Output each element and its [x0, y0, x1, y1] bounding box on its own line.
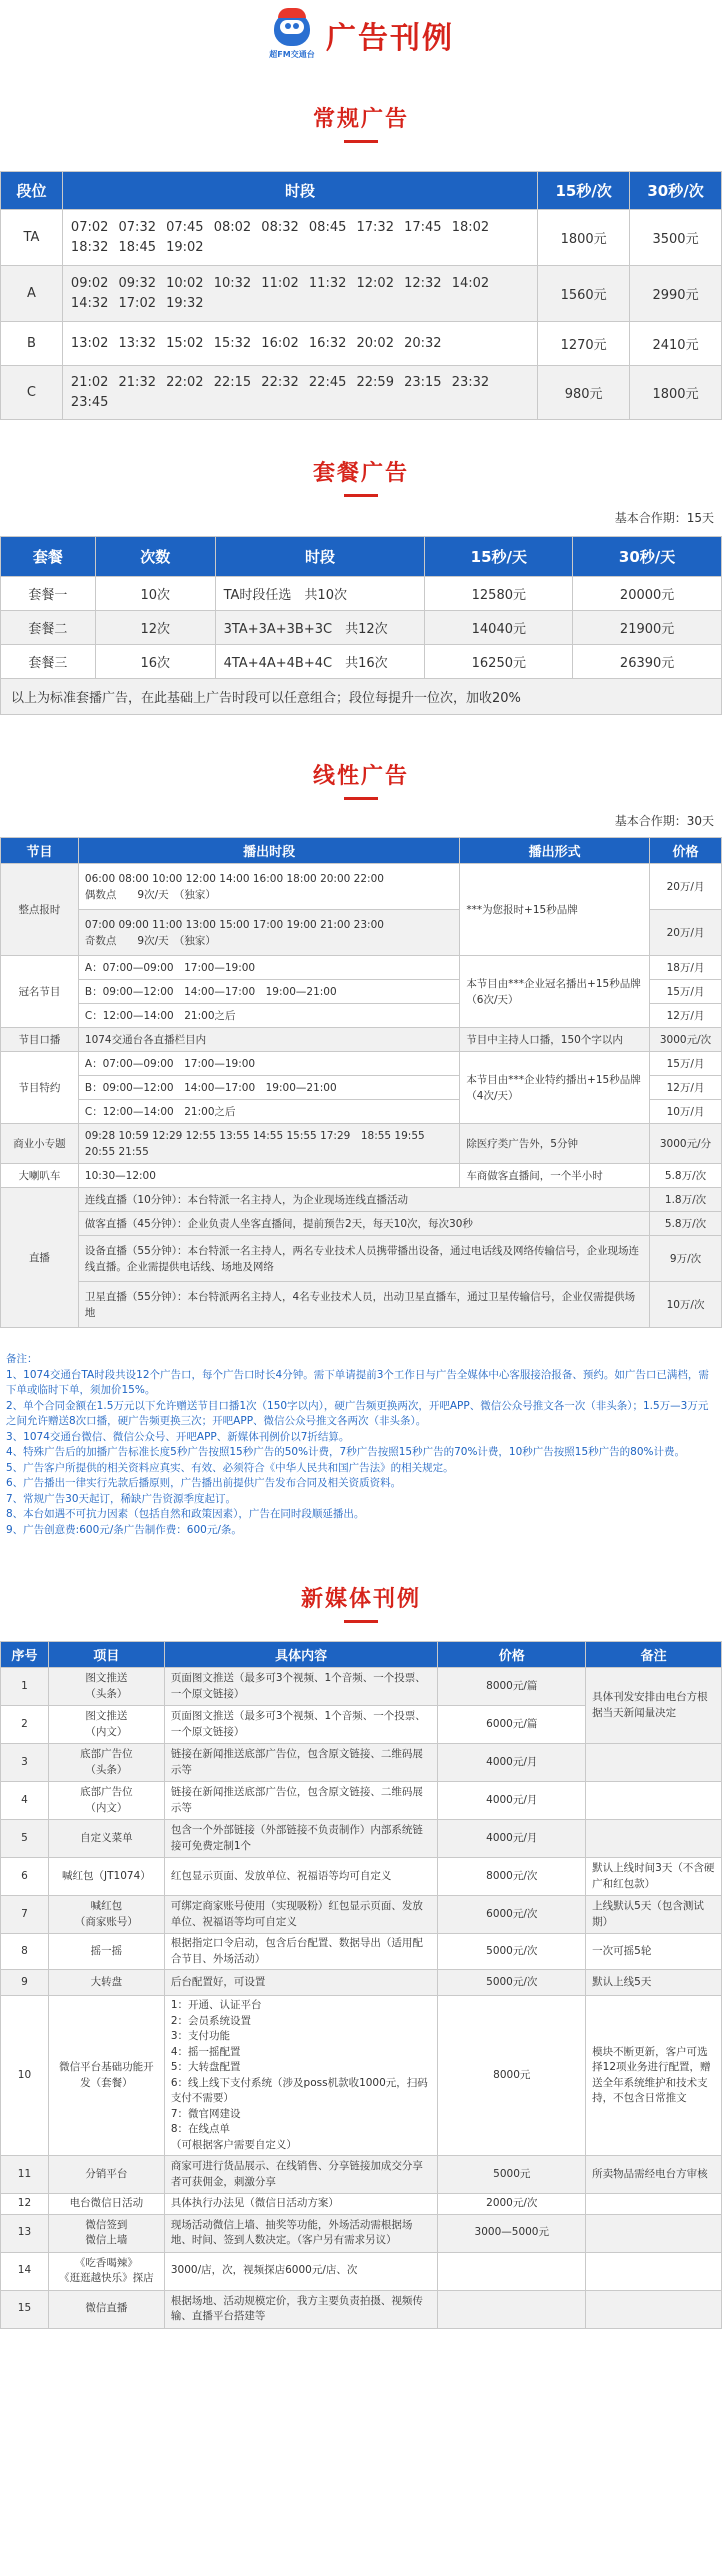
- header-cell: 播出形式: [460, 838, 650, 864]
- price-cell: 18万/月: [650, 956, 722, 980]
- form-cell: 本节目由***企业冠名播出+15秒品牌（6次/天）: [460, 956, 650, 1028]
- row-number: 6: [1, 1858, 49, 1896]
- section-title-media: [0, 1582, 722, 1623]
- segment-cell: B: [1, 322, 63, 366]
- cooperation-period: 基本合作期：15天: [614, 511, 714, 525]
- header-cell: 项目: [48, 1642, 164, 1668]
- table-row: [1, 864, 722, 910]
- price-cell: 9万/次: [650, 1236, 722, 1282]
- segment-cell: A: [1, 266, 63, 322]
- table-row: [1, 2214, 722, 2252]
- slot-cell: B：09:00—12:00 14:00—17:00 19:00—21:00: [78, 1076, 459, 1100]
- table-row: [1, 1188, 722, 1212]
- header-cell: 播出时段: [78, 838, 459, 864]
- form-cell: 节目中主持人口播，150个字以内: [460, 1028, 650, 1052]
- row-number: 13: [1, 2214, 49, 2252]
- table-header-row: [1, 1642, 722, 1668]
- price-cell: 8000元: [438, 1996, 586, 2156]
- slot-line: 07:00 09:00 11:00 13:00 15:00 17:00 19:00 21:00 23:00: [84, 918, 384, 931]
- price-cell: 5000元/次: [438, 1934, 586, 1970]
- table-row: [1, 210, 722, 266]
- notes-block: [0, 1348, 722, 1542]
- note-item: 2、单个合同金额在1.5万元以下允许赠送节目口播1次（150字以内），硬广告频更换两次，开吧APP、微信公众号推文各一次（非头条）；1.5万—3万元之间允许赠送8次口播，硬广告频更换三次；开吧APP、微信公众号推文各两次（非头条）。: [6, 1399, 709, 1427]
- note-cell: 模块不断更新，客户可选择12项业务进行配置，赠送全年系统维护和技术支持，不包含日常推文: [586, 1996, 722, 2156]
- note-cell: 具体刊发安排由电台方根据当天新闻量决定: [586, 1668, 722, 1744]
- logo-text: 超FM交通台: [269, 50, 315, 59]
- section-title-text: 新媒体刊例: [300, 1587, 421, 1612]
- table-row: [1, 1970, 722, 1996]
- row-number: 11: [1, 2156, 49, 2194]
- package-slot: TA时段任选 共10次: [215, 577, 425, 611]
- price-cell: 2000元/次: [438, 2194, 586, 2215]
- package-name: 套餐二: [1, 611, 96, 645]
- price-cell: 8000元/次: [438, 1858, 586, 1896]
- table-row: [1, 1668, 722, 1706]
- slots-cell: 13:02 13:32 15:02 15:32 16:02 16:32 20:02 20:32: [62, 322, 537, 366]
- content-cell: 链接在新闻推送底部广告位，包含原文链接、二维码展示等: [164, 1744, 438, 1782]
- content-cell: 1：开通、认证平台 2：会员系统设置 3：支付功能 4：摇一摇配置 5：大转盘配置 6：线上线下支付系统（涉及poss机款收1000元，扫码支付不需要） 7：微官网建设 8：在线点单 （可根据客户需要自定义）: [164, 1996, 438, 2156]
- content-cell: 根据场地、活动规模定价，我方主要负责拍摄、视频传输、直播平台搭建等: [164, 2290, 438, 2328]
- table-row: [1, 1744, 722, 1782]
- item-name: 图文推送 （头条）: [48, 1668, 164, 1706]
- table-header-row: [1, 838, 722, 864]
- note-cell: 默认上线时间3天（不含硬广和红包款）: [586, 1858, 722, 1896]
- item-name: 微信签到 微信上墙: [48, 2214, 164, 2252]
- package-count: 16次: [95, 645, 215, 679]
- table-row: [1, 645, 722, 679]
- table-header-row: [1, 537, 722, 577]
- header-cell: 时段: [62, 172, 537, 210]
- note-item: 4、特殊广告后的加播广告标准长度5秒广告按照15秒广告的50%计费，7秒广告按照15秒广告的70%计费，10秒广告按照15秒广告的80%计费。: [6, 1446, 685, 1458]
- table-row: [1, 322, 722, 366]
- linear-ads-table: [0, 837, 722, 1328]
- slot-cell: 1074交通台各直播栏目内: [78, 1028, 459, 1052]
- header-cell: 价格: [438, 1642, 586, 1668]
- price-cell: 12580元: [425, 577, 573, 611]
- price-cell: 15万/月: [650, 1052, 722, 1076]
- table-row: [1, 956, 722, 980]
- price-cell: 3000元/分: [650, 1124, 722, 1164]
- price-cell: 5.8万/次: [650, 1212, 722, 1236]
- price-cell: 20万/月: [650, 864, 722, 910]
- content-cell: 红包显示页面、发放单位、祝福语等均可自定义: [164, 1858, 438, 1896]
- price-cell: 4000元/月: [438, 1820, 586, 1858]
- form-cell: 车商做客直播间，一个半小时: [460, 1164, 650, 1188]
- price-cell: 21900元: [573, 611, 722, 645]
- note-cell: 默认上线5天: [586, 1970, 722, 1996]
- item-name: 喊红包（JT1074）: [48, 1858, 164, 1896]
- table-note-row: [1, 679, 722, 715]
- content-cell: 页面图文推送（最多可3个视频、1个音频、一个投票、一个原文链接）: [164, 1668, 438, 1706]
- package-slot: 3TA+3A+3B+3C 共12次: [215, 611, 425, 645]
- slot-cell: B：09:00—12:00 14:00—17:00 19:00—21:00: [78, 980, 459, 1004]
- slots-cell: 07:02 07:32 07:45 08:02 08:32 08:45 17:32 17:45 18:02 18:32 18:45 19:02: [62, 210, 537, 266]
- program-name: 直播: [1, 1188, 79, 1328]
- table-row: [1, 1282, 722, 1328]
- price-cell: 1270元: [538, 322, 630, 366]
- price-cell: 3000元/次: [650, 1028, 722, 1052]
- price-cell: 20万/月: [650, 910, 722, 956]
- note-cell: [586, 2252, 722, 2290]
- section-title-text: 常规广告: [312, 107, 409, 132]
- content-cell: 链接在新闻推送底部广告位，包含原文链接、二维码展示等: [164, 1782, 438, 1820]
- item-name: 微信直播: [48, 2290, 164, 2328]
- item-name: 自定义菜单: [48, 1820, 164, 1858]
- table-row: [1, 1052, 722, 1076]
- table-row: [1, 611, 722, 645]
- section-title-package: [0, 456, 722, 497]
- price-cell: 12万/月: [650, 1004, 722, 1028]
- section-title-linear: [0, 759, 722, 800]
- content-cell: 3000/店，次，视频探店6000元/店、次: [164, 2252, 438, 2290]
- table-row: [1, 1782, 722, 1820]
- price-cell: 5.8万/次: [650, 1164, 722, 1188]
- header-cell: 30秒/天: [573, 537, 722, 577]
- table-row: [1, 1236, 722, 1282]
- slot-cell: 09:28 10:59 12:29 12:55 13:55 14:55 15:55 17:29 18:55 19:55 20:55 21:55: [78, 1124, 459, 1164]
- price-cell: 3500元: [630, 210, 722, 266]
- form-cell: ***为您报时+15秒品牌: [460, 864, 650, 956]
- section-title-text: 线性广告: [312, 764, 409, 789]
- cooperation-period: 基本合作期：30天: [614, 814, 714, 828]
- table-row: [1, 1164, 722, 1188]
- note-cell: [586, 1782, 722, 1820]
- new-media-table: [0, 1641, 722, 2329]
- item-name: 微信平台基础功能开发（套餐）: [48, 1996, 164, 2156]
- slots-cell: 09:02 09:32 10:02 10:32 11:02 11:32 12:02 12:32 14:02 14:32 17:02 19:32: [62, 266, 537, 322]
- price-cell: 1560元: [538, 266, 630, 322]
- item-name: 分销平台: [48, 2156, 164, 2194]
- row-number: 12: [1, 2194, 49, 2215]
- form-cell: 除医疗类广告外，5分钟: [460, 1124, 650, 1164]
- content-cell: 商家可进行货品展示、在线销售、分享链接加成交分享者可获佣金，刺激分享: [164, 2156, 438, 2194]
- content-cell: 可绑定商家账号使用（实现吸粉）红包显示页面、发放单位、祝福语等均可自定义: [164, 1896, 438, 1934]
- live-desc: 连线直播（10分钟）：本台特派一名主持人，为企业现场连线直播活动: [78, 1188, 649, 1212]
- price-cell: 1.8万/次: [650, 1188, 722, 1212]
- item-name: 图文推送 （内文）: [48, 1706, 164, 1744]
- table-row: [1, 577, 722, 611]
- slot-cell: [78, 910, 459, 956]
- table-row: [1, 1934, 722, 1970]
- header-cell: 15秒/次: [538, 172, 630, 210]
- price-cell: 1800元: [538, 210, 630, 266]
- header-cell: 具体内容: [164, 1642, 438, 1668]
- header-cell: 30秒/次: [630, 172, 722, 210]
- note-item: 9、广告创意费:600元/条广告制作费：600元/条。: [6, 1523, 242, 1536]
- note-cell: 上线默认5天（包含测试期）: [586, 1896, 722, 1934]
- table-header-row: [1, 172, 722, 210]
- page-header: [0, 0, 722, 62]
- program-name: 整点报时: [1, 864, 79, 956]
- table-row: [1, 1896, 722, 1934]
- price-cell: 4000元/月: [438, 1744, 586, 1782]
- package-count: 12次: [95, 611, 215, 645]
- price-cell: 20000元: [573, 577, 722, 611]
- item-name: 底部广告位 （头条）: [48, 1744, 164, 1782]
- note-cell: [586, 1744, 722, 1782]
- slot-cell: A：07:00—09:00 17:00—19:00: [78, 956, 459, 980]
- content-cell: 根据指定口令启动，包含后台配置、数据导出（适用配合节目、外场活动）: [164, 1934, 438, 1970]
- price-cell: 10万/次: [650, 1282, 722, 1328]
- price-cell: 5000元/次: [438, 1970, 586, 1996]
- item-name: 大转盘: [48, 1970, 164, 1996]
- package-slot: 4TA+4A+4B+4C 共16次: [215, 645, 425, 679]
- header-cell: 段位: [1, 172, 63, 210]
- content-cell: 现场活动微信上墙、抽奖等功能，外场活动需根据场地、时间、签到人数决定。（客户另有需求另议）: [164, 2214, 438, 2252]
- price-cell: 16250元: [425, 645, 573, 679]
- price-cell: 3000—5000元: [438, 2214, 586, 2252]
- note-item: 7、常规广告30天起订，稀缺广告资源季度起订。: [6, 1492, 237, 1505]
- note-cell: 一次可摇5轮: [586, 1934, 722, 1970]
- header-cell: 15秒/天: [425, 537, 573, 577]
- row-number: 7: [1, 1896, 49, 1934]
- section-title-regular: [0, 102, 722, 143]
- price-cell: 6000元/篇: [438, 1706, 586, 1744]
- slot-line: 奇数点 9次/天 （独家）: [84, 934, 216, 947]
- table-row: [1, 1124, 722, 1164]
- package-note: 以上为标准套播广告，在此基础上广告时段可以任意组合；段位每提升一位次，加收20%: [1, 679, 722, 715]
- price-cell: 4000元/月: [438, 1782, 586, 1820]
- table-row: [1, 2252, 722, 2290]
- slot-cell: C：12:00—14:00 21:00之后: [78, 1004, 459, 1028]
- content-cell: 包含一个外部链接（外部链接不负责制作）内部系统链接可免费定制1个: [164, 1820, 438, 1858]
- package-name: 套餐一: [1, 577, 96, 611]
- header-cell: 节目: [1, 838, 79, 864]
- row-number: 8: [1, 1934, 49, 1970]
- price-cell: 1800元: [630, 366, 722, 420]
- content-cell: 后台配置好，可设置: [164, 1970, 438, 1996]
- row-number: 3: [1, 1744, 49, 1782]
- slot-line: 偶数点 9次/天 （独家）: [84, 888, 216, 901]
- row-number: 15: [1, 2290, 49, 2328]
- price-cell: 2410元: [630, 322, 722, 366]
- row-number: 2: [1, 1706, 49, 1744]
- header-cell: 备注: [586, 1642, 722, 1668]
- note-item: 5、广告客户所提供的相关资料应真实、有效、必须符合《中华人民共和国广告法》的相关规定。: [6, 1461, 454, 1474]
- slots-cell: 21:02 21:32 22:02 22:15 22:32 22:45 22:59 23:15 23:32 23:45: [62, 366, 537, 420]
- price-cell: 980元: [538, 366, 630, 420]
- package-ads-table: [0, 536, 722, 715]
- slot-cell: 10:30—12:00: [78, 1164, 459, 1188]
- note-item: 3、1074交通台微信、微信公众号、开吧APP、新媒体刊例价以7折结算。: [6, 1430, 350, 1443]
- item-name: 摇一摇: [48, 1934, 164, 1970]
- note-cell: [586, 2290, 722, 2328]
- notes-title: 备注：: [6, 1353, 38, 1365]
- station-logo: [268, 10, 316, 60]
- row-number: 4: [1, 1782, 49, 1820]
- item-name: 喊红包 （商家账号）: [48, 1896, 164, 1934]
- table-row: [1, 1028, 722, 1052]
- table-row: [1, 1996, 722, 2156]
- price-cell: [438, 2290, 586, 2328]
- header-cell: 时段: [215, 537, 425, 577]
- price-cell: 10万/月: [650, 1100, 722, 1124]
- note-cell: [586, 2214, 722, 2252]
- note-item: 8、本台如遇不可抗力因素（包括自然和政策因素），广告在同时段顺延播出。: [6, 1508, 365, 1520]
- page-title: 广告刊例: [326, 21, 454, 56]
- content-cell: 页面图文推送（最多可3个视频、1个音频、一个投票、一个原文链接）: [164, 1706, 438, 1744]
- section-title-text: 套餐广告: [312, 461, 409, 486]
- note-cell: 所卖物品需经电台方审核: [586, 2156, 722, 2194]
- program-name: 冠名节目: [1, 956, 79, 1028]
- row-number: 14: [1, 2252, 49, 2290]
- table-row: [1, 2194, 722, 2215]
- slot-cell: A：07:00—09:00 17:00—19:00: [78, 1052, 459, 1076]
- row-number: 10: [1, 1996, 49, 2156]
- table-row: [1, 266, 722, 322]
- header-cell: 次数: [95, 537, 215, 577]
- content-cell: 具体执行办法见（微信日活动方案）: [164, 2194, 438, 2215]
- program-name: 节目口播: [1, 1028, 79, 1052]
- note-cell: [586, 2194, 722, 2215]
- price-cell: 26390元: [573, 645, 722, 679]
- slot-line: 06:00 08:00 10:00 12:00 14:00 16:00 18:00 20:00 22:00: [84, 872, 384, 885]
- program-name: 节目特约: [1, 1052, 79, 1124]
- item-name: 电台微信日活动: [48, 2194, 164, 2215]
- row-number: 5: [1, 1820, 49, 1858]
- package-count: 10次: [95, 577, 215, 611]
- table-row: [1, 1820, 722, 1858]
- header-cell: 价格: [650, 838, 722, 864]
- table-row: [1, 1858, 722, 1896]
- row-number: 9: [1, 1970, 49, 1996]
- regular-ads-table: [0, 171, 722, 420]
- program-name: 大喇叭车: [1, 1164, 79, 1188]
- price-cell: 14040元: [425, 611, 573, 645]
- live-desc: 卫星直播（55分钟）：本台特派两名主持人，4名专业技术人员，出动卫星直播车，通过卫星传输信号，企业仅需提供场地: [78, 1282, 649, 1328]
- item-name: 底部广告位 （内文）: [48, 1782, 164, 1820]
- note-item: 6、广告播出一律实行先款后播原则，广告播出前提供广告发布合同及相关资质资料。: [6, 1477, 402, 1489]
- live-desc: 做客直播（45分钟）：企业负责人坐客直播间，提前预告2天，每天10次，每次30秒: [78, 1212, 649, 1236]
- table-row: [1, 366, 722, 420]
- package-name: 套餐三: [1, 645, 96, 679]
- program-name: 商业小专题: [1, 1124, 79, 1164]
- note-cell: [586, 1820, 722, 1858]
- segment-cell: TA: [1, 210, 63, 266]
- live-desc: 设备直播（55分钟）：本台特派一名主持人，两名专业技术人员携带播出设备，通过电话线及网络传输信号，企业现场连线直播。企业需提供电话线、场地及网络: [78, 1236, 649, 1282]
- price-cell: 12万/月: [650, 1076, 722, 1100]
- price-cell: [438, 2252, 586, 2290]
- slot-cell: C：12:00—14:00 21:00之后: [78, 1100, 459, 1124]
- table-row: [1, 2156, 722, 2194]
- price-cell: 6000元/次: [438, 1896, 586, 1934]
- price-cell: 5000元: [438, 2156, 586, 2194]
- price-cell: 8000元/篇: [438, 1668, 586, 1706]
- price-cell: 2990元: [630, 266, 722, 322]
- price-cell: 15万/月: [650, 980, 722, 1004]
- slot-cell: [78, 864, 459, 910]
- form-cell: 本节目由***企业特约播出+15秒品牌（4次/天）: [460, 1052, 650, 1124]
- note-item: 1、1074交通台TA时段共设12个广告口，每个广告口时长4分钟。需下单请提前3个工作日与广告全媒体中心客服接洽报备、预约。如广告口已满档，需下单或临时下单，须加价15%。: [6, 1368, 709, 1396]
- table-row: [1, 2290, 722, 2328]
- header-cell: 套餐: [1, 537, 96, 577]
- row-number: 1: [1, 1668, 49, 1706]
- table-row: [1, 1212, 722, 1236]
- segment-cell: C: [1, 366, 63, 420]
- item-name: 《吃香喝辣》 《逛逛越快乐》探店: [48, 2252, 164, 2290]
- header-cell: 序号: [1, 1642, 49, 1668]
